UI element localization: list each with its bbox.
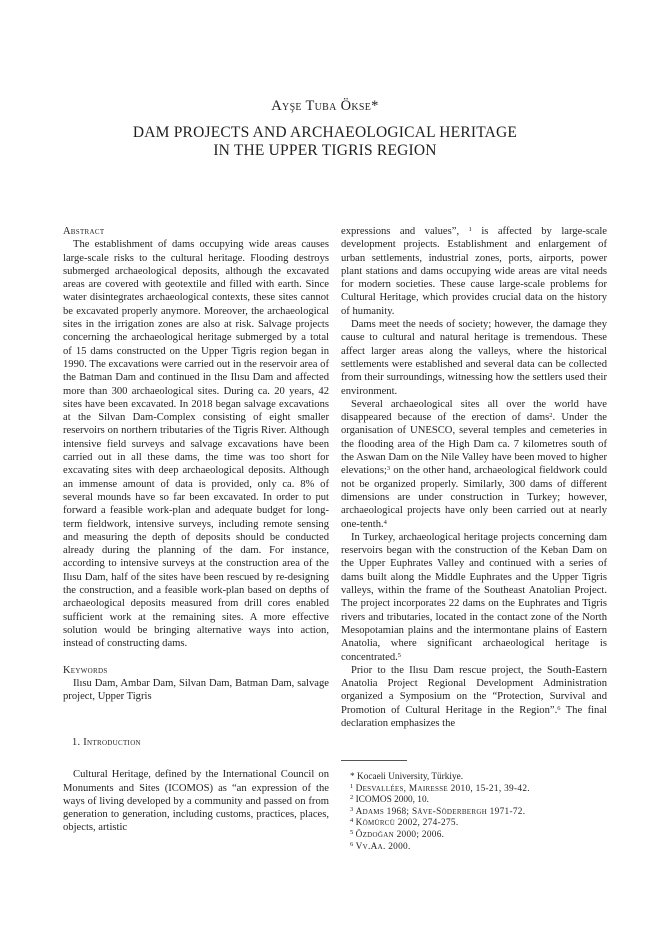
- introduction-text: Cultural Heritage, defined by the International Council on Monuments and Sites (ICOMOS) as “an expression of the ways of living developed by a community and passed on from generation to generation, including customs, practices, places, objects, artistic: [63, 769, 329, 834]
- introduction-section: [63, 736, 329, 835]
- paper-title: [0, 124, 650, 160]
- footnote-separator: [341, 760, 407, 761]
- footnotes: [350, 772, 610, 853]
- title-line-1: DAM PROJECTS AND ARCHAEOLOGICAL HERITAGE: [132, 124, 518, 141]
- abstract-heading: Abstract: [63, 226, 105, 237]
- footnote: $^1$ Desvallées, Mairesse 2010, 15-21, 39-42.: [350, 782, 530, 794]
- author-name: Ayşe Tuba Ökse*: [271, 98, 379, 114]
- right-column: [341, 225, 607, 730]
- footnote: $^4$ Kömürcü 2002, 274-275.: [350, 817, 459, 829]
- footnote: $^2$ ICOMOS 2000, 10.: [350, 794, 429, 806]
- right-paragraph-2: Dams meet the needs of society; however, the damage they cause to cultural and natural heritage is tremendous. These affect larger areas along the valleys, where the historical settlements were established and several data can be collected from their surroundings, witnessing how the settlers used their environment.: [341, 319, 607, 397]
- footnote: $^6$ Vv.Aa. 2000.: [350, 840, 411, 852]
- right-paragraph-1: expressions and values”, $^1$ is affected by large-scale development projects. Establishment and enlargement of urban settlements, industrial zones, ports, airports, power plant stations and dams occupying wide areas are vital needs for modern societies. These cause large-scale problems for Cultural Heritage, which provides crucial data on the history of humanity.: [341, 226, 607, 317]
- right-paragraph-3: Several archaeological sites all over the world have disappeared because of the erection of dams$^2$. Under the organisation of UNESCO, several temples and cemeteries in the flooding area of the High Dam ca. 7 kilometres south of the Aswan Dam on the Nile Valley have been moved to higher elevations;$^3$ on the other hand, archaeological fieldwork could not be organized properly. Similarly, 300 dams of different dimensions are under construction in Turkey; however, archaeological projects have only been carried out at nearly one-tenth.$^4$: [341, 398, 607, 530]
- right-paragraph-4: In Turkey, archaeological heritage projects concerning dam reservoirs began with the construction of the Keban Dam on the Upper Euphrates Valley and continued with a series of dams built along the Middle Euphrates and the Upper Tigris valleys, within the frame of the Southeast Anatolian Project. The project incorporates 22 dams on the Euphrates and Tigris rivers and tributaries, located in the contact zone of the North Mesopotamian plains and the intermontane plains of Eastern Anatolia, where significant archaeological heritage is concentrated.$^5$: [341, 531, 607, 663]
- introduction-heading: 1. Introduction: [72, 737, 141, 748]
- title-line-2: IN THE UPPER TIGRIS REGION: [213, 142, 437, 159]
- footnote: * Kocaeli University, Türkiye.: [350, 772, 464, 782]
- left-column: [63, 225, 329, 703]
- keywords-text: Ilısu Dam, Ambar Dam, Silvan Dam, Batman Dam, salvage project, Upper Tigris: [63, 677, 329, 703]
- right-paragraph-5: Prior to the Ilısu Dam rescue project, the South-Eastern Anatolia Project Regional Development Administration organized a Symposium on the “Protection, Survival and Promotion of Cultural Heritage in the Region”.$^6$ The final declaration emphasizes the: [341, 664, 607, 729]
- keywords-heading: Keywords: [63, 664, 108, 676]
- abstract-text: The establishment of dams occupying wide areas causes large-scale risks to the cultural heritage. Flooding destroys submerged archaeological deposits, although the excavated areas are covered with geotextile and filled with earth. Since water disintegrates archaeological contexts, these sites cannot be excavated properly anymore. Moreover, the archaeological sites in the irrigation zones are also at risk. Salvage projects concerning the archaeological heritage submerged by a total of 15 dams constructed on the Upper Tigris region began in 1990. The excavations were carried out in the reservoir area of the Batman Dam and continued in the Ilısu Dam and affected more than 300 archaeological sites. During ca. 20 years, 42 sites have been excavated. In 2018 began salvage excavations at the Silvan Dam-Complex consisting of eight smaller reservoirs on northern tributaries of the Tigris River. Although intensive field surveys and salvage excavations have been carried out in all these dams, the time was too short for excavating sites with deep archaeological deposits. Although an immense amount of data is provided, only ca. 8% of several mounds have so far been excavated. In order to put forward a feasible work-plan and adequate budget for long-term fieldwork, intensive surveys, including remote sensing and measuring the depth of deposits should be conducted already during the planning of the dam. For instance, according to intensive surveys at the construction area of the Ilısu Dam, half of the sites have been rescued by re-designing the construction, and a feasible work-plan based on depths of archaeological deposits measured from drill cores enabled sufficient work at the remaining sites. A more effective solution would be bringing alternative ways into action, instead of constructing dams.: [63, 239, 329, 650]
- footnote: $^5$ Özdoğan 2000; 2006.: [350, 828, 445, 840]
- footnote: $^3$ Adams 1968; Säve-Söderbergh 1971-72.: [350, 805, 526, 817]
